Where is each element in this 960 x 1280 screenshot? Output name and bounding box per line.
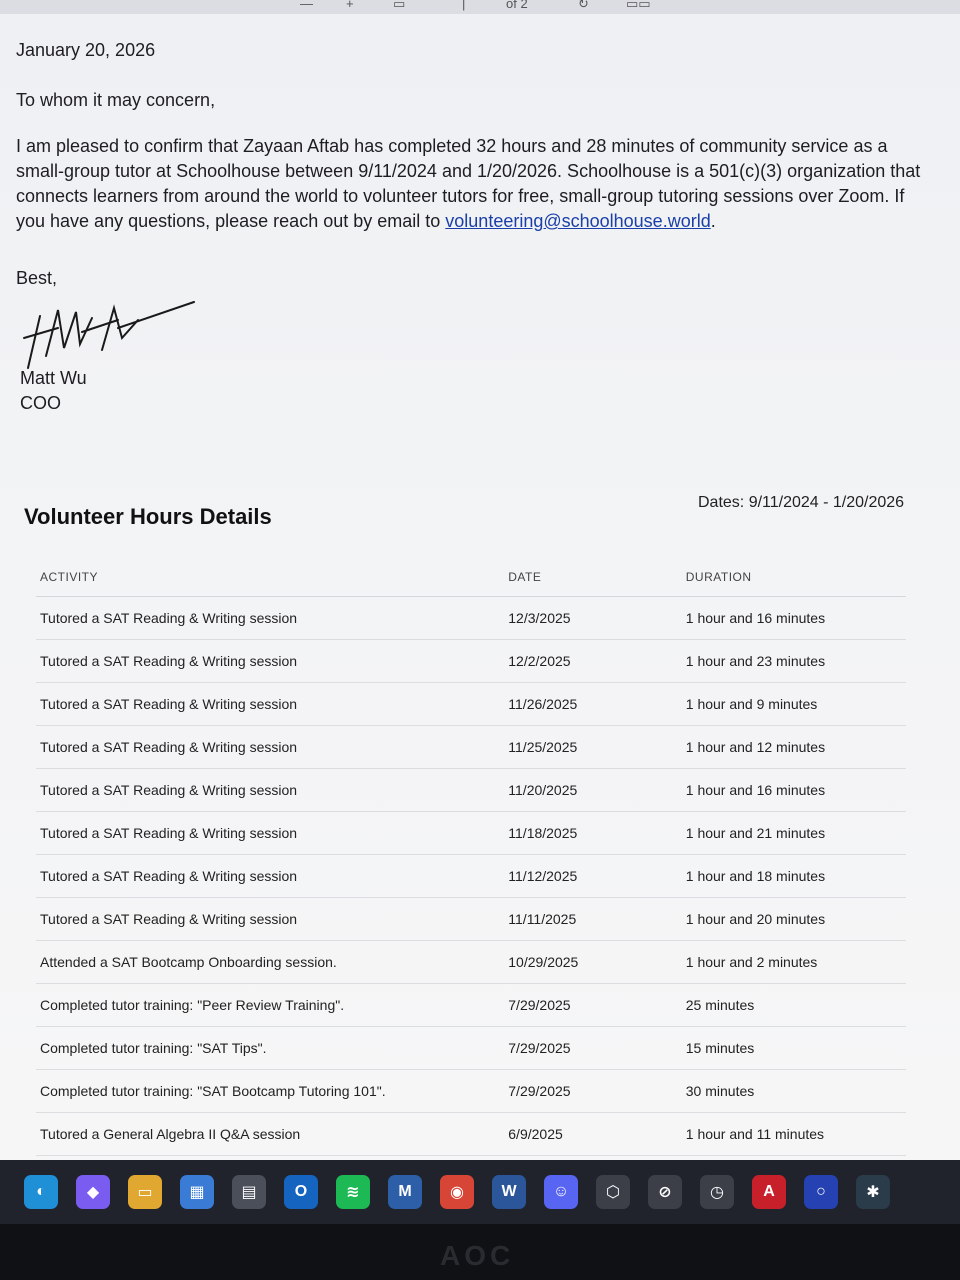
letter-body (16, 134, 921, 234)
windows-taskbar (0, 1160, 960, 1224)
cell-duration: 1 hour and 9 minutes (682, 683, 906, 726)
cell-activity: Attended a SAT Bootcamp Onboarding session. (36, 941, 504, 984)
cell-duration: 15 minutes (682, 1027, 906, 1070)
volunteer-hours-table (36, 562, 906, 1156)
cell-date: 12/2/2025 (504, 640, 682, 683)
cell-duration: 1 hour and 2 minutes (682, 941, 906, 984)
clock-icon[interactable]: ◷ (700, 1175, 734, 1209)
letter-greeting: To whom it may concern, (16, 90, 216, 110)
cell-date: 11/18/2025 (504, 812, 682, 855)
page-number-field[interactable]: | (462, 0, 466, 11)
cell-date: 7/29/2025 (504, 984, 682, 1027)
table-row (36, 1070, 906, 1113)
cell-duration: 1 hour and 20 minutes (682, 898, 906, 941)
search-circle-icon[interactable]: ○ (804, 1175, 838, 1209)
minus-icon[interactable]: — (300, 0, 313, 11)
email-link[interactable]: volunteering@schoolhouse.world (445, 211, 711, 231)
cell-duration: 1 hour and 16 minutes (682, 769, 906, 812)
details-date-range: Dates: 9/11/2024 - 1/20/2026 (698, 494, 905, 511)
table-header-row (36, 562, 906, 597)
two-page-icon[interactable]: ▭▭ (626, 0, 651, 11)
cell-date: 12/3/2025 (504, 597, 682, 640)
cell-date: 11/25/2025 (504, 726, 682, 769)
monitor-bezel (0, 1224, 960, 1280)
discord-icon[interactable]: ☺ (544, 1175, 578, 1209)
cell-activity: Tutored a SAT Reading & Writing session (36, 683, 504, 726)
signer-name: Matt Wu (20, 368, 87, 388)
table-row (36, 769, 906, 812)
cell-activity: Tutored a SAT Reading & Writing session (36, 640, 504, 683)
page-count-label: of 2 (506, 0, 528, 11)
table-row (36, 640, 906, 683)
cell-activity: Tutored a SAT Reading & Writing session (36, 855, 504, 898)
compass-icon[interactable]: ⊘ (648, 1175, 682, 1209)
cell-date: 7/29/2025 (504, 1027, 682, 1070)
edge-icon[interactable]: ◐ (24, 1175, 58, 1209)
copilot-icon[interactable]: ◆ (76, 1175, 110, 1209)
table-row (36, 855, 906, 898)
letter-closing: Best, (16, 268, 58, 288)
signer-title: COO (20, 393, 62, 413)
table-row (36, 984, 906, 1027)
pdf-page (0, 14, 960, 1160)
cell-activity: Tutored a SAT Reading & Writing session (36, 726, 504, 769)
cell-duration: 1 hour and 23 minutes (682, 640, 906, 683)
cell-date: 7/29/2025 (504, 1070, 682, 1113)
table-row (36, 726, 906, 769)
cell-duration: 1 hour and 11 minutes (682, 1113, 906, 1156)
table-row (36, 1113, 906, 1156)
cell-date: 11/20/2025 (504, 769, 682, 812)
column-header-activity: ACTIVITY (36, 562, 504, 597)
outlook-icon[interactable]: O (284, 1175, 318, 1209)
cell-duration: 25 minutes (682, 984, 906, 1027)
cell-activity: Tutored a SAT Reading & Writing session (36, 769, 504, 812)
column-header-duration: DURATION (682, 562, 906, 597)
word-icon[interactable]: W (492, 1175, 526, 1209)
plus-icon[interactable]: + (346, 0, 354, 11)
cell-activity: Completed tutor training: "SAT Bootcamp Tutoring 101". (36, 1070, 504, 1113)
table-row (36, 1027, 906, 1070)
cell-date: 6/9/2025 (504, 1113, 682, 1156)
cell-date: 11/12/2025 (504, 855, 682, 898)
cell-date: 11/26/2025 (504, 683, 682, 726)
app-graph-icon[interactable]: ✱ (856, 1175, 890, 1209)
cell-date: 11/11/2025 (504, 898, 682, 941)
chrome-icon[interactable]: ◉ (440, 1175, 474, 1209)
table-row (36, 812, 906, 855)
cell-activity: Tutored a SAT Reading & Writing session (36, 898, 504, 941)
cell-duration: 1 hour and 16 minutes (682, 597, 906, 640)
acrobat-icon[interactable]: A (752, 1175, 786, 1209)
cell-duration: 1 hour and 18 minutes (682, 855, 906, 898)
calculator-icon[interactable]: ▤ (232, 1175, 266, 1209)
table-row (36, 941, 906, 984)
letter-body-end: . (710, 211, 716, 231)
cell-activity: Completed tutor training: "Peer Review Training". (36, 984, 504, 1027)
letter-date: January 20, 2026 (16, 40, 156, 60)
cell-duration: 30 minutes (682, 1070, 906, 1113)
details-title: Volunteer Hours Details (24, 504, 272, 529)
table-row (36, 683, 906, 726)
spotify-icon[interactable]: ≋ (336, 1175, 370, 1209)
rotate-icon[interactable]: ↻ (578, 0, 589, 11)
monitor-logo: AOC (440, 1240, 515, 1271)
cell-duration: 1 hour and 12 minutes (682, 726, 906, 769)
cell-duration: 1 hour and 21 minutes (682, 812, 906, 855)
fit-page-icon[interactable]: ▭ (393, 0, 406, 11)
table-row (36, 898, 906, 941)
table-row (36, 597, 906, 640)
file-explorer-icon[interactable]: ▭ (128, 1175, 162, 1209)
cell-activity: Tutored a General Algebra II Q&A session (36, 1113, 504, 1156)
pdf-viewer-toolbar (0, 0, 960, 14)
column-header-date: DATE (504, 562, 682, 597)
cell-activity: Tutored a SAT Reading & Writing session (36, 597, 504, 640)
store-icon[interactable]: ▦ (180, 1175, 214, 1209)
cell-activity: Completed tutor training: "SAT Tips". (36, 1027, 504, 1070)
cell-date: 10/29/2025 (504, 941, 682, 984)
cell-activity: Tutored a SAT Reading & Writing session (36, 812, 504, 855)
letter-body-text: I am pleased to confirm that Zayaan Aftab has completed 32 hours and 28 minutes of community service as a small-group tutor at Schoolhouse between 9/11/2024 and 1/20/2026. Schoolhouse is a 501(c)(3) organization that connects learners from around the world to volunteer tutors for free, small-group tutoring sessions over Zoom. If you have any questions, please reach out by email to (16, 136, 921, 231)
app-shield-icon[interactable]: ⬡ (596, 1175, 630, 1209)
app-m-icon[interactable]: M (388, 1175, 422, 1209)
